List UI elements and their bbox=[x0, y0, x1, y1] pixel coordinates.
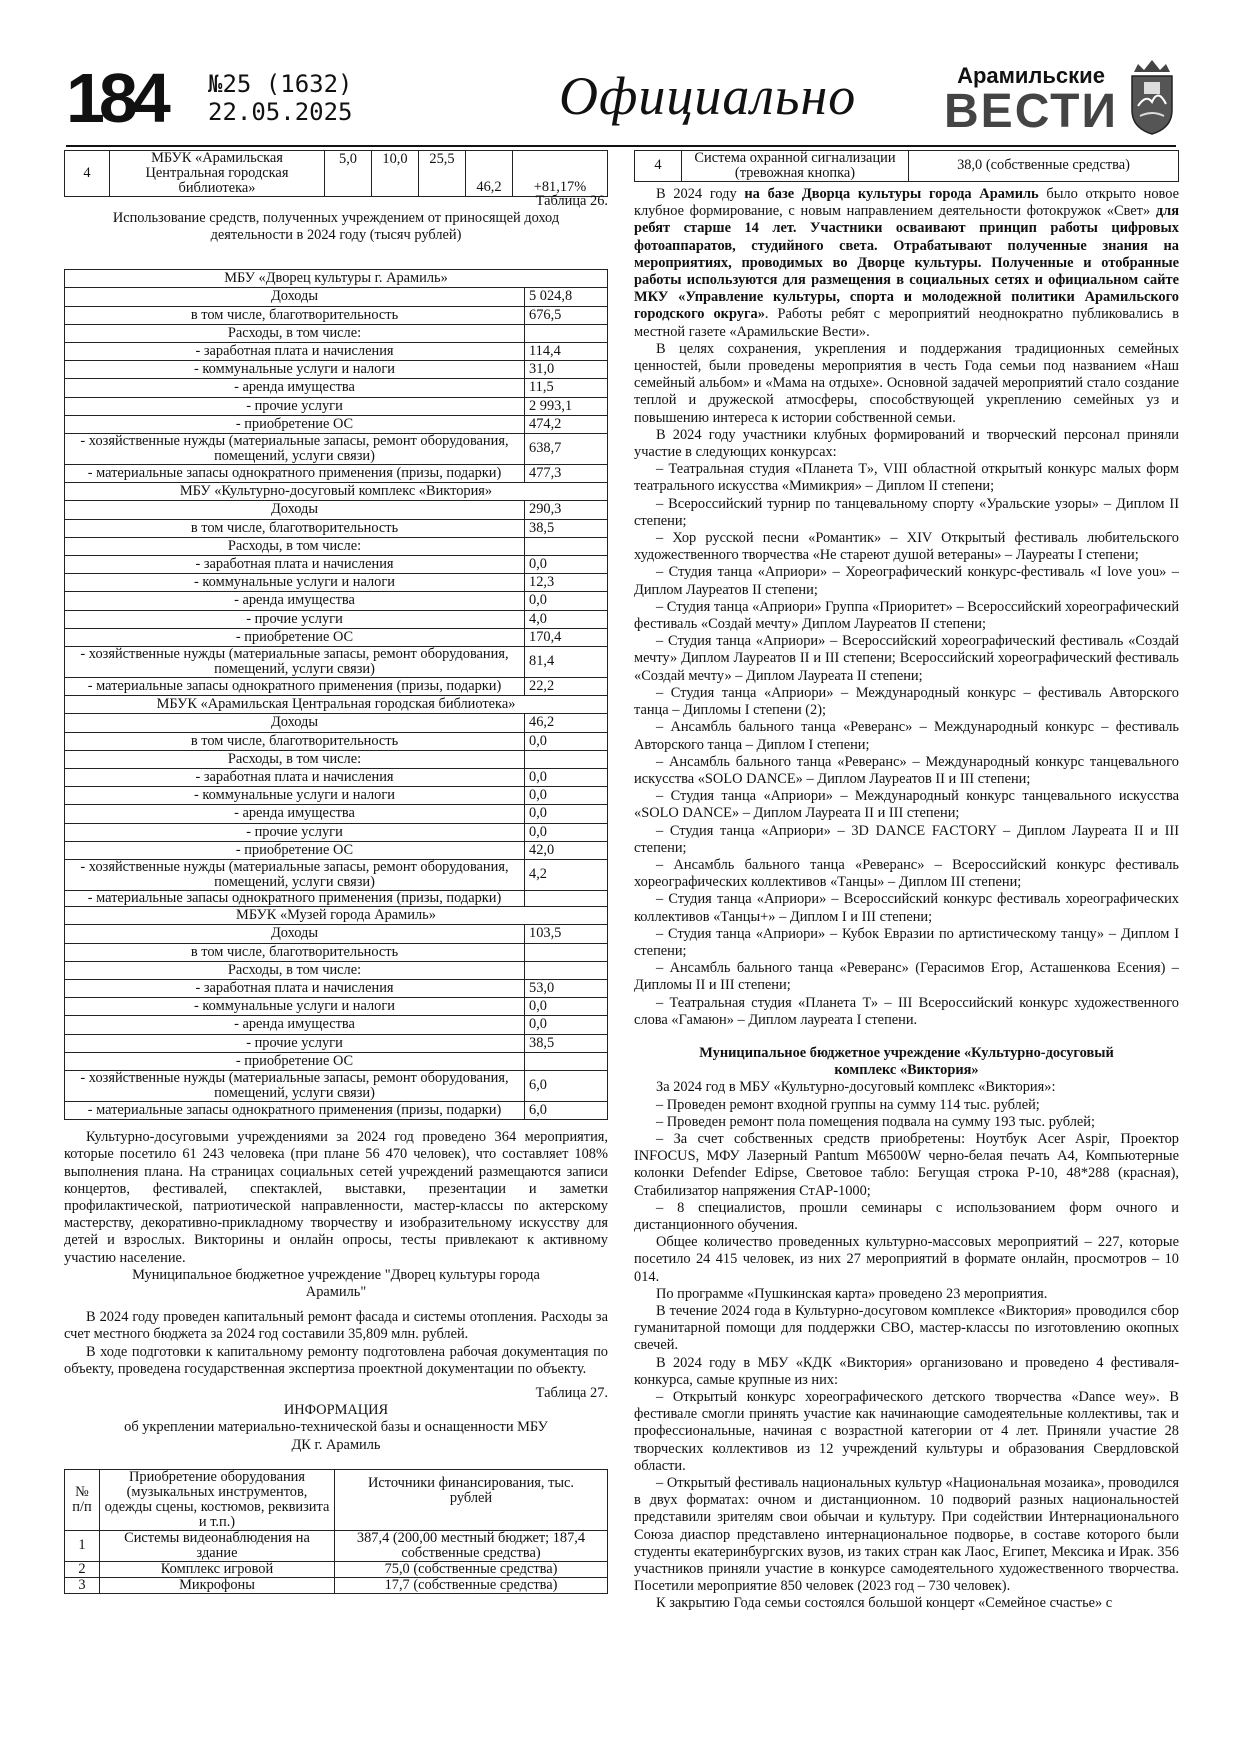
table-section-row bbox=[65, 907, 608, 925]
row-value bbox=[525, 750, 608, 768]
row-label: - прочие услуги bbox=[65, 823, 525, 841]
row-source: 17,7 (собственные средства) bbox=[335, 1577, 608, 1593]
row-label: - аренда имущества bbox=[65, 1016, 525, 1034]
table-row bbox=[65, 823, 608, 841]
table27-label: Таблица 27. bbox=[535, 1384, 608, 1401]
table-row bbox=[635, 151, 1179, 182]
bold-span: для ребят старше 14 лет. Участники осваивают принцип работы цифровых фотоаппаратов, студийного света. Отрабатывают полученные знания на мероприятиях, проводимых во Дворце культуры. Полученные и отобранные работы используются для размещения в социальных сетях и официальном сайте МКУ «Управление культуры, спорта и молодежной политики Арамильского городского округа» bbox=[634, 203, 1179, 323]
paragraph: В 2024 году участники клубных формирований и творческий персонал приняли участие в следующих конкурсах: bbox=[634, 426, 1179, 461]
section-name: МБУК «Музей города Арамиль» bbox=[65, 907, 608, 925]
paragraph: В целях сохранения, укрепления и поддержания традиционных семейных ценностей, были проведены мероприятия в честь Года семьи под названием «Наш семейный альбом» и «Мама на отдыхе». Основной задачей мероприятий стало создание теплой и дружеской атмосферы, способствующей укреплению семейных уз и повышению интереса к истории собственной семьи. bbox=[634, 340, 1179, 426]
row-label: - коммунальные услуги и налоги bbox=[65, 787, 525, 805]
list-item: – Студия танца «Априори» – Международный конкурс – фестиваль Авторского танца – Дипломы I степени (2); bbox=[634, 684, 1179, 719]
column-header: Источники финансирования, тыс. рублей bbox=[335, 1469, 608, 1530]
row-label: - прочие услуги bbox=[65, 610, 525, 628]
row-label: - коммунальные услуги и налоги bbox=[65, 574, 525, 592]
paragraph: – Открытый фестиваль национальных культур «Национальная мозаика», проводился в двух форматах: очном и дистанционном. 10 подворий разных национальностей представили зрителям свои обычаи и культуру. При содействии Интернационального Союза диаспор представлено интернациональное подворье, в составе которого были студенты екатеринбургских вузов, из таких стран как Лаос, Египет, Мексика и Ирак. 356 участников приняли участие в конкурсе самодеятельного художественного творчества. Посетили мероприятие 850 человек (2023 год – 730 человек). bbox=[634, 1475, 1179, 1595]
row-value: 4,2 bbox=[525, 860, 608, 891]
row-label: Доходы bbox=[65, 288, 525, 306]
logo-top: Арамильские bbox=[957, 63, 1105, 88]
row-label: Расходы, в том числе: bbox=[65, 537, 525, 555]
paragraph: – Проведен ремонт входной группы на сумму 114 тыс. рублей; bbox=[656, 1096, 1040, 1113]
row-value bbox=[525, 943, 608, 961]
list-item: – Студия танца «Априори» Группа «Приоритет» – Всероссийский хореографический фестиваль «Создай мечту» Диплом Лауреатов II степени; bbox=[634, 598, 1180, 633]
table-row bbox=[65, 415, 608, 433]
paragraph: – Открытый конкурс хореографического детского творчества «Dance wey». В фестивале смогли принять участие как начинающие самодеятельные коллективы, так и профессиональные, начиная с возрастной категории от 4 лет. Приняли участие 28 творческих коллективов из 12 учреждений культуры и образования Свердловской области. bbox=[634, 1389, 1179, 1474]
column-header: Приобретение оборудования (музыкальных инструментов, одежды сцены, костюмов, реквизита и т.п.) bbox=[100, 1469, 335, 1530]
row-label: - приобретение ОС bbox=[65, 415, 525, 433]
table-row bbox=[65, 379, 608, 397]
row-cell: +81,17% bbox=[513, 151, 608, 197]
table-row bbox=[65, 151, 608, 197]
row-value bbox=[525, 537, 608, 555]
row-value: 114,4 bbox=[525, 343, 608, 361]
row-value: 4,0 bbox=[525, 610, 608, 628]
list-item: – Студия танца «Априори» – Международный конкурс танцевального искусства «SOLO DANCE» – Диплом Лауреата II и III степени; bbox=[634, 788, 1179, 822]
paragraph: В течение 2024 года в Культурно-досуговом комплексе «Виктория» проводился сбор гуманитарной помощи для поддержки СВО, мастер-классы по изготовлению окопных свечей. bbox=[634, 1303, 1179, 1354]
table-row bbox=[65, 306, 608, 324]
paragraph: Культурно-досуговыми учреждениями за 2024 год проведено 364 мероприятия, которые посетило 61 243 человека (при плане 56 470 человек), что составляет 108% выполнения плана. На страницах социальных сетей учреждений размещаются записи концертов, фестивалей, спектаклей, выставки, презентации и заметки профилактической, патриотической направленности, мастер-классы по актерскому мастерству, декоративно-прикладному творчеству и изобразительному искусству для детей и взрослых. Викторины и онлайн опросы, тесты привлекают к активному участию население. bbox=[64, 1129, 608, 1266]
row-label: - коммунальные услуги и налоги bbox=[65, 361, 525, 379]
row-value: 31,0 bbox=[525, 361, 608, 379]
row-value: 477,3 bbox=[525, 465, 608, 483]
logo-bottom: ВЕСТИ bbox=[944, 85, 1118, 138]
table-row bbox=[65, 1561, 608, 1577]
table-row bbox=[65, 574, 608, 592]
row-value: 5 024,8 bbox=[525, 288, 608, 306]
row-label: - приобретение ОС bbox=[65, 628, 525, 646]
table-row bbox=[65, 1577, 608, 1593]
left-column bbox=[64, 150, 608, 1594]
table-row bbox=[65, 1052, 608, 1070]
section-name: МБУ «Дворец культуры г. Арамиль» bbox=[65, 270, 608, 288]
table-row bbox=[65, 841, 608, 859]
row-value: 46,2 bbox=[525, 714, 608, 732]
row-value: 0,0 bbox=[525, 1016, 608, 1034]
table-row bbox=[65, 465, 608, 483]
row-label: - материальные запасы однократного применения (призы, подарки) bbox=[65, 465, 525, 483]
paragraph: К закрытию Года семьи состоялся большой концерт «Семейное счастье» с bbox=[656, 1595, 1113, 1612]
table-section-row bbox=[65, 483, 608, 501]
paragraph: – 8 специалистов, прошли семинары с использованием форм очного и дистанционного обучения. bbox=[634, 1199, 1179, 1233]
row-label: Доходы bbox=[65, 714, 525, 732]
row-n: 1 bbox=[65, 1530, 100, 1561]
row-label: - хозяйственные нужды (материальные запасы, ремонт оборудования, помещений, услуги связи) bbox=[65, 1070, 525, 1101]
list-item: – Ансамбль бального танца «Реверанс» – Всероссийский конкурс фестиваль хореографических коллективов «Танцы» – Диплом III степени; bbox=[634, 856, 1179, 891]
table-row bbox=[65, 714, 608, 732]
section-name: МБУ «Культурно-досуговый комплекс «Виктория» bbox=[65, 483, 608, 501]
list-item: – Студия танца «Априори» – Всероссийский конкурс фестиваль хореографических коллективов «Танцы+» – Диплом I и III степени; bbox=[634, 891, 1179, 925]
table26-title: Использование средств, полученных учреждением от приносящей доход деятельности в 2024 году (тысяч рублей) bbox=[112, 210, 560, 244]
row-label: - хозяйственные нужды (материальные запасы, ремонт оборудования, помещений, услуги связи) bbox=[65, 434, 525, 465]
row-label: - аренда имущества bbox=[65, 379, 525, 397]
row-label: Доходы bbox=[65, 925, 525, 943]
table-row bbox=[65, 501, 608, 519]
row-label: Расходы, в том числе: bbox=[65, 750, 525, 768]
issue-date: 22.05.2025 bbox=[208, 98, 353, 126]
section-name: МБУК «Арамильская Центральная городская библиотека» bbox=[65, 696, 608, 714]
table-row bbox=[65, 943, 608, 961]
table27 bbox=[64, 1469, 608, 1594]
row-label: в том числе, благотворительность bbox=[65, 943, 525, 961]
row-value: 170,4 bbox=[525, 628, 608, 646]
section-heading: Муниципальное бюджетное учреждение «Культурно-досуговый комплекс «Виктория» bbox=[699, 1044, 1114, 1079]
table-row bbox=[65, 925, 608, 943]
row-label: - материальные запасы однократного применения (призы, подарки) bbox=[65, 678, 525, 696]
row-value: 6,0 bbox=[525, 1070, 608, 1101]
row-value: 22,2 bbox=[525, 678, 608, 696]
row-label: - заработная плата и начисления bbox=[65, 769, 525, 787]
contest-list bbox=[634, 461, 1179, 1029]
list-item: – Всероссийский турнир по танцевальному спорту «Уральские узоры» – Диплом II степени; bbox=[634, 495, 1179, 529]
row-cell: 10,0 bbox=[372, 151, 419, 197]
table-row bbox=[65, 556, 608, 574]
row-label: - приобретение ОС bbox=[65, 841, 525, 859]
row-label: - аренда имущества bbox=[65, 592, 525, 610]
table-row bbox=[65, 610, 608, 628]
header-rule bbox=[66, 145, 1176, 147]
list-item: – Студия танца «Априори» – Хореографический конкурс-фестиваль «I love you» – Диплом Лауреатов II степени; bbox=[634, 564, 1179, 598]
table-row bbox=[65, 537, 608, 555]
table-row bbox=[65, 998, 608, 1016]
top-right-table-row bbox=[634, 150, 1179, 182]
row-label: - аренда имущества bbox=[65, 805, 525, 823]
paragraph: – За счет собственных средств приобретены: Ноутбук Acer Aspir, Проектор INFOCUS, МФУ Лазерный Pantum M6500W черно-белая печать А4, Компьютерные колонки Defender Edipse, Световое табло: Бегущая строка Р-10, 48*288 (красная), Стабилизатор напряжения СтАР-1000; bbox=[634, 1130, 1179, 1199]
row-label: в том числе, благотворительность bbox=[65, 732, 525, 750]
row-label: - хозяйственные нужды (материальные запасы, ремонт оборудования, помещений, услуги связи) bbox=[65, 860, 525, 891]
table26-label: Таблица 26. bbox=[535, 193, 608, 209]
table-row bbox=[65, 1034, 608, 1052]
table-row bbox=[65, 343, 608, 361]
paragraph: – Проведен ремонт пола помещения подвала на сумму 193 тыс. рублей; bbox=[656, 1113, 1095, 1130]
row-value: 0,0 bbox=[525, 998, 608, 1016]
row-value bbox=[525, 1052, 608, 1070]
row-value: 38,5 bbox=[525, 1034, 608, 1052]
row-value: 53,0 bbox=[525, 979, 608, 997]
list-item: – Хор русской песни «Романтик» – XIV Открытый фестиваль любительского художественного творчества «Не стареют душой ветераны» – Лауреаты I степени; bbox=[634, 530, 1179, 564]
table27-title: ИНФОРМАЦИЯ bbox=[283, 1402, 389, 1419]
newspaper-logo bbox=[941, 64, 1121, 136]
row-value: 0,0 bbox=[525, 769, 608, 787]
table-row bbox=[65, 769, 608, 787]
table-row bbox=[65, 647, 608, 678]
text-span: . Работы ребят с мероприятий неоднократно публиковались в местной газете «Арамильские Вести». bbox=[634, 306, 1179, 340]
page-header bbox=[66, 58, 1176, 138]
row-cell: 5,0 bbox=[325, 151, 372, 197]
row-source: 38,0 (собственные средства) bbox=[909, 151, 1179, 182]
row-name: МБУК «Арамильская Центральная городская библиотека» bbox=[110, 151, 325, 197]
table-row bbox=[65, 979, 608, 997]
coat-of-arms-icon bbox=[1128, 58, 1176, 136]
issue-info bbox=[208, 70, 353, 126]
section-title: Официально bbox=[559, 66, 857, 126]
row-value: 0,0 bbox=[525, 787, 608, 805]
row-value bbox=[525, 891, 608, 907]
row-value: 81,4 bbox=[525, 647, 608, 678]
table-row bbox=[65, 805, 608, 823]
paragraph: В 2024 году в МБУ «КДК «Виктория» организовано и проведено 4 фестиваля-конкурса, самые крупные из них: bbox=[634, 1354, 1179, 1388]
table-row bbox=[65, 1101, 608, 1119]
list-item: – Студия танца «Априори» – 3D DANCE FACTORY – Диплом Лауреата II и III степени; bbox=[634, 822, 1179, 856]
list-item: – Театральная студия «Планета Т», VIII областной открытый конкурс малых форм театрального искусства «Мимикрия» – Диплом II степени; bbox=[634, 461, 1179, 495]
row-value: 0,0 bbox=[525, 592, 608, 610]
row-label: - заработная плата и начисления bbox=[65, 979, 525, 997]
bold-span: на базе Дворца культуры города Арамиль bbox=[744, 186, 1039, 202]
row-value: 0,0 bbox=[525, 556, 608, 574]
row-value: 290,3 bbox=[525, 501, 608, 519]
text-span: было открыто новое клубное формирование, с новым направлением деятельности фотокружок «Свет» bbox=[634, 186, 1179, 220]
row-label: - хозяйственные нужды (материальные запасы, ремонт оборудования, помещений, услуги связи) bbox=[65, 647, 525, 678]
table-row bbox=[65, 860, 608, 891]
row-number: 4 bbox=[635, 151, 682, 182]
row-cell: 46,2 bbox=[466, 151, 513, 197]
row-label: Расходы, в том числе: bbox=[65, 961, 525, 979]
paragraph: Муниципальное бюджетное учреждение "Дворец культуры города Арамиль" bbox=[132, 1266, 540, 1300]
page-number: 184 bbox=[66, 59, 165, 137]
row-value: 12,3 bbox=[525, 574, 608, 592]
row-value: 2 993,1 bbox=[525, 397, 608, 415]
paragraph: За 2024 год в МБУ «Культурно-досуговый комплекс «Виктория»: bbox=[656, 1079, 1056, 1096]
row-label: - заработная плата и начисления bbox=[65, 343, 525, 361]
column-header: № п/п bbox=[65, 1469, 100, 1530]
row-value: 11,5 bbox=[525, 379, 608, 397]
table-row bbox=[65, 288, 608, 306]
row-label: - заработная плата и начисления bbox=[65, 556, 525, 574]
table26 bbox=[64, 269, 608, 1120]
row-label: - коммунальные услуги и налоги bbox=[65, 998, 525, 1016]
paragraph: Общее количество проведенных культурно-массовых мероприятий – 227, которые посетило 24 415 человек, из них 27 мероприятий в формате онлайн, просмотров – 10 014. bbox=[634, 1234, 1179, 1285]
paragraph: По программе «Пушкинская карта» проведено 23 мероприятия. bbox=[656, 1285, 1048, 1302]
paragraph bbox=[634, 186, 1179, 341]
row-name: Комплекс игровой bbox=[100, 1561, 335, 1577]
table-row bbox=[65, 628, 608, 646]
top-left-table-row bbox=[64, 150, 608, 197]
list-item: – Ансамбль бального танца «Реверанс» (Герасимов Егор, Асташенкова Есения) – Дипломы II и III степени; bbox=[634, 960, 1179, 994]
row-value: 0,0 bbox=[525, 732, 608, 750]
row-n: 2 bbox=[65, 1561, 100, 1577]
row-number: 4 bbox=[65, 151, 110, 197]
paragraph: В ходе подготовки к капитальному ремонту подготовлена рабочая документация по объекту, проведена государственная экспертиза проектной документации по объекту. bbox=[64, 1343, 608, 1377]
text-span: В 2024 году bbox=[656, 186, 745, 202]
row-value bbox=[525, 961, 608, 979]
row-value: 0,0 bbox=[525, 823, 608, 841]
list-item: – Студия танца «Априори» – Кубок Евразии по артистическому танцу» – Диплом I степени; bbox=[634, 925, 1179, 959]
row-value bbox=[525, 324, 608, 342]
row-value: 676,5 bbox=[525, 306, 608, 324]
table-row bbox=[65, 434, 608, 465]
table-row bbox=[65, 1070, 608, 1101]
table-row bbox=[65, 519, 608, 537]
row-value: 38,5 bbox=[525, 519, 608, 537]
row-name: Система охранной сигнализации (тревожная кнопка) bbox=[682, 151, 909, 182]
table-row bbox=[65, 961, 608, 979]
table-row bbox=[65, 678, 608, 696]
list-item: – Ансамбль бального танца «Реверанс» – Международный конкурс – фестиваль Авторского танца – Диплом I степени; bbox=[634, 719, 1179, 753]
row-source: 75,0 (собственные средства) bbox=[335, 1561, 608, 1577]
row-cell: 25,5 bbox=[419, 151, 466, 197]
row-label: в том числе, благотворительность bbox=[65, 306, 525, 324]
row-name: Системы видеонаблюдения на здание bbox=[100, 1530, 335, 1561]
row-value: 6,0 bbox=[525, 1101, 608, 1119]
row-n: 3 bbox=[65, 1577, 100, 1593]
table-header-row bbox=[65, 1469, 608, 1530]
row-label: - приобретение ОС bbox=[65, 1052, 525, 1070]
table-row bbox=[65, 592, 608, 610]
row-label: Расходы, в том числе: bbox=[65, 324, 525, 342]
table-row bbox=[65, 1530, 608, 1561]
paragraph: В 2024 году проведен капитальный ремонт фасада и системы отопления. Расходы за счет местного бюджета за 2024 год составили 35,809 млн. рублей. bbox=[64, 1309, 608, 1343]
table-row bbox=[65, 397, 608, 415]
list-item: – Студия танца «Априори» – Всероссийский хореографический фестиваль «Создай мечту» Диплом Лауреатов II и III степени; Всероссийский хореографический фестиваль «Создай мечту» – Диплом Лауреата II степени; bbox=[634, 633, 1179, 684]
table-section-row bbox=[65, 696, 608, 714]
row-label: Доходы bbox=[65, 501, 525, 519]
row-label: - прочие услуги bbox=[65, 397, 525, 415]
row-value: 474,2 bbox=[525, 415, 608, 433]
table-row bbox=[65, 324, 608, 342]
list-item: – Театральная студия «Планета Т» – III Всероссийский конкурс художественного слова «Гамаюн» – Диплом лауреата I степени. bbox=[634, 994, 1179, 1028]
table27-subtitle: об укреплении материально-технической базы и оснащенности МБУ ДК г. Арамиль bbox=[124, 1419, 548, 1453]
table-row bbox=[65, 891, 608, 907]
row-label: - прочие услуги bbox=[65, 1034, 525, 1052]
row-label: - материальные запасы однократного применения (призы, подарки) bbox=[65, 1101, 525, 1119]
table-row bbox=[65, 750, 608, 768]
row-source: 387,4 (200,00 местный бюджет; 187,4 собственные средства) bbox=[335, 1530, 608, 1561]
row-value: 103,5 bbox=[525, 925, 608, 943]
right-column bbox=[634, 150, 1179, 1613]
table-row bbox=[65, 732, 608, 750]
list-item: – Ансамбль бального танца «Реверанс» – Международный конкурс танцевального искусства «SOLO DANCE» – Диплом Лауреатов II и III степени; bbox=[634, 753, 1179, 787]
row-value: 638,7 bbox=[525, 434, 608, 465]
table-section-row bbox=[65, 270, 608, 288]
table-row bbox=[65, 1016, 608, 1034]
table-row bbox=[65, 361, 608, 379]
row-value: 0,0 bbox=[525, 805, 608, 823]
issue-number: №25 (1632) bbox=[208, 70, 353, 98]
table-row bbox=[65, 787, 608, 805]
row-label: - материальные запасы однократного применения (призы, подарки) bbox=[65, 891, 525, 907]
row-value: 42,0 bbox=[525, 841, 608, 859]
row-label: в том числе, благотворительность bbox=[65, 519, 525, 537]
row-name: Микрофоны bbox=[100, 1577, 335, 1593]
